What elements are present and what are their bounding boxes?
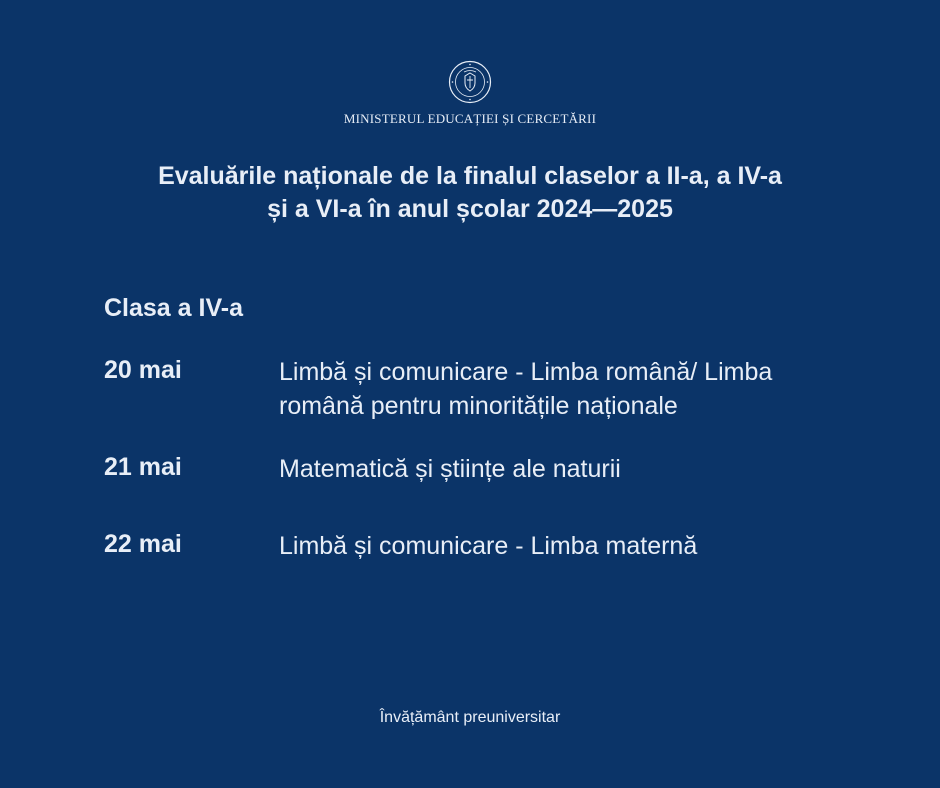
schedule-date: 21 mai (104, 453, 182, 481)
schedule-subject-line: Limbă și comunicare - Limba română/ Limba (279, 358, 773, 386)
title-line-1: Evaluările naționale de la finalul claselor a II-a, a IV-a (158, 162, 782, 190)
schedule-subject (279, 452, 859, 486)
schedule-date: 20 mai (104, 356, 182, 384)
government-emblem-icon (448, 60, 492, 104)
schedule-subject (279, 355, 859, 423)
schedule-subject-line: Limbă și comunicare - Limba maternă (279, 532, 698, 560)
footer-category: Învățământ preuniversitar (379, 709, 561, 726)
class-heading: Clasa a IV-a (104, 294, 243, 322)
schedule-subject-line: română pentru minoritățile naționale (279, 392, 678, 420)
title-line-2: și a VI-a în anul școlar 2024—2025 (267, 195, 673, 223)
ministry-name: MINISTERUL EDUCAȚIEI ȘI CERCETĂRII (343, 111, 597, 126)
page-title (0, 160, 940, 226)
schedule-subject-line: Matematică și științe ale naturii (279, 455, 621, 483)
schedule-subject (279, 529, 859, 563)
schedule-date: 22 mai (104, 530, 182, 558)
